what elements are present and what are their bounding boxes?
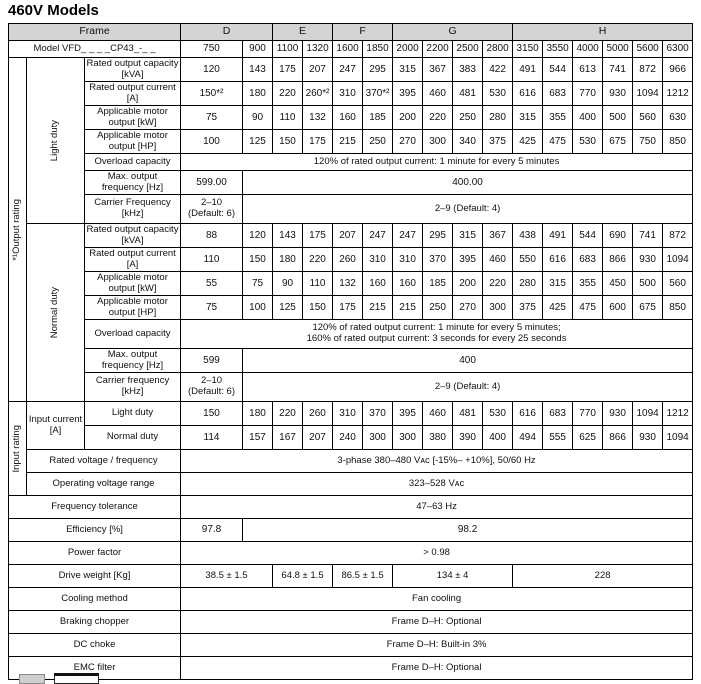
spec-value: 143 bbox=[243, 58, 273, 82]
row-label-cooling-method: Cooling method bbox=[9, 588, 181, 611]
table-row bbox=[9, 320, 693, 349]
spec-value: 310 bbox=[333, 82, 363, 106]
spec-value: 616 bbox=[543, 248, 573, 272]
table-row bbox=[9, 450, 693, 473]
spec-value: 683 bbox=[543, 82, 573, 106]
spec-value: 300 bbox=[393, 426, 423, 450]
table-row bbox=[9, 130, 693, 154]
table-row bbox=[9, 272, 693, 296]
spec-value: 460 bbox=[423, 402, 453, 426]
spec-value: 675 bbox=[603, 130, 633, 154]
spec-table bbox=[8, 23, 693, 680]
spec-value: 770 bbox=[573, 402, 603, 426]
row-label-input-normal: Normal duty bbox=[85, 426, 181, 450]
normal-duty-label: Normal duty bbox=[49, 286, 61, 339]
spec-value: 367 bbox=[423, 58, 453, 82]
spec-value: 150 bbox=[181, 402, 243, 426]
spec-value: 395 bbox=[453, 248, 483, 272]
spec-value: 207 bbox=[333, 224, 363, 248]
spec-value: 280 bbox=[483, 106, 513, 130]
spec-value: 481 bbox=[453, 402, 483, 426]
spec-value: 616 bbox=[513, 402, 543, 426]
weight-frame-f: 86.5 ± 1.5 bbox=[333, 565, 393, 588]
row-label-light-capacity: Rated output capacity [kVA] bbox=[85, 58, 181, 82]
row-label-efficiency: Efficiency [%] bbox=[9, 519, 181, 542]
row-label-braking-chopper: Braking chopper bbox=[9, 611, 181, 634]
spec-value: 167 bbox=[273, 426, 303, 450]
model-number: 1100 bbox=[273, 41, 303, 58]
spec-value: 690 bbox=[603, 224, 633, 248]
light-overload-value: 120% of rated output current: 1 minute for every 5 minutes bbox=[181, 154, 693, 171]
row-label-frequency-tolerance: Frequency tolerance bbox=[9, 496, 181, 519]
row-label-light-max-freq: Max. output frequency [Hz] bbox=[85, 171, 181, 195]
model-number: 750 bbox=[181, 41, 243, 58]
spec-value: 425 bbox=[543, 296, 573, 320]
spec-value: 930 bbox=[633, 248, 663, 272]
rated-voltage-value: 3-phase 380–480 Vᴀᴄ [-15%– +10%], 50/60 Hz bbox=[181, 450, 693, 473]
frame-group-d: D bbox=[181, 24, 273, 41]
spec-value: 120 bbox=[243, 224, 273, 248]
weight-frame-h: 228 bbox=[513, 565, 693, 588]
spec-value: 425 bbox=[513, 130, 543, 154]
row-label-light-carrier: Carrier Frequency [kHz] bbox=[85, 195, 181, 224]
spec-value: 75 bbox=[181, 106, 243, 130]
row-label-normal-motor-hp: Applicable motor output [HP] bbox=[85, 296, 181, 320]
row-label-normal-current: Rated output current [A] bbox=[85, 248, 181, 272]
spec-value: 75 bbox=[243, 272, 273, 296]
spec-value: 422 bbox=[483, 58, 513, 82]
spec-value: 75 bbox=[181, 296, 243, 320]
spec-value: 180 bbox=[243, 402, 273, 426]
spec-value: 175 bbox=[303, 130, 333, 154]
spec-value: 530 bbox=[483, 82, 513, 106]
spec-value: 355 bbox=[543, 106, 573, 130]
spec-value: 120 bbox=[181, 58, 243, 82]
model-row bbox=[9, 41, 693, 58]
spec-value: 207 bbox=[303, 58, 333, 82]
frequency-tolerance-value: 47–63 Hz bbox=[181, 496, 693, 519]
spec-value: 143 bbox=[273, 224, 303, 248]
spec-value: 150 bbox=[303, 296, 333, 320]
spec-value: 200 bbox=[393, 106, 423, 130]
spec-value: 1212 bbox=[663, 82, 693, 106]
frame-group-g: G bbox=[393, 24, 513, 41]
spec-value: 55 bbox=[181, 272, 243, 296]
table-row bbox=[9, 82, 693, 106]
spec-value: 215 bbox=[393, 296, 423, 320]
spec-value: 247 bbox=[333, 58, 363, 82]
spec-value: 125 bbox=[273, 296, 303, 320]
spec-value: 2–9 (Default: 4) bbox=[243, 195, 693, 224]
normal-overload-value bbox=[181, 320, 693, 349]
spec-value: 160 bbox=[363, 272, 393, 296]
spec-value: 300 bbox=[363, 426, 393, 450]
spec-value: 295 bbox=[423, 224, 453, 248]
operating-voltage-value: 323–528 Vᴀᴄ bbox=[181, 473, 693, 496]
spec-value: 100 bbox=[243, 296, 273, 320]
model-number: 2800 bbox=[483, 41, 513, 58]
dc-choke-value: Frame D–H: Built-in 3% bbox=[181, 634, 693, 657]
model-number: 5000 bbox=[603, 41, 633, 58]
spec-value: 630 bbox=[663, 106, 693, 130]
spec-value: 247 bbox=[363, 224, 393, 248]
spec-value: 400.00 bbox=[243, 171, 693, 195]
spec-value: 185 bbox=[423, 272, 453, 296]
spec-value: 310 bbox=[333, 402, 363, 426]
spec-value: 2–10 (Default: 6) bbox=[181, 195, 243, 224]
spec-value: 475 bbox=[543, 130, 573, 154]
spec-value: 2–9 (Default: 4) bbox=[243, 373, 693, 402]
spec-value: 200 bbox=[453, 272, 483, 296]
spec-value: 250 bbox=[453, 106, 483, 130]
table-row bbox=[9, 426, 693, 450]
input-current-label: Input current [A] bbox=[27, 402, 85, 450]
spec-value: 400 bbox=[573, 106, 603, 130]
table-row bbox=[9, 634, 693, 657]
row-label-normal-max-freq: Max. output frequency [Hz] bbox=[85, 349, 181, 373]
spec-value: 90 bbox=[273, 272, 303, 296]
spec-value: 395 bbox=[393, 82, 423, 106]
row-label-emc-filter: EMC filter bbox=[9, 657, 181, 680]
spec-value: 88 bbox=[181, 224, 243, 248]
spec-value: 560 bbox=[633, 106, 663, 130]
row-label-light-overload: Overload capacity bbox=[85, 154, 181, 171]
spec-value: 613 bbox=[573, 58, 603, 82]
spec-value: 295 bbox=[363, 58, 393, 82]
spec-value: 555 bbox=[543, 426, 573, 450]
spec-value: 494 bbox=[513, 426, 543, 450]
row-label-operating-voltage: Operating voltage range bbox=[27, 473, 181, 496]
spec-value: 220 bbox=[273, 82, 303, 106]
frame-label: Frame bbox=[9, 24, 181, 41]
model-number: 6300 bbox=[663, 41, 693, 58]
spec-value: 380 bbox=[423, 426, 453, 450]
spec-value: 1094 bbox=[663, 426, 693, 450]
spec-value: 544 bbox=[543, 58, 573, 82]
table-row bbox=[9, 565, 693, 588]
spec-value: 750 bbox=[633, 130, 663, 154]
spec-value: 132 bbox=[333, 272, 363, 296]
spec-value: 175 bbox=[333, 296, 363, 320]
model-number: 1320 bbox=[303, 41, 333, 58]
spec-value: 207 bbox=[303, 426, 333, 450]
spec-value: 866 bbox=[603, 426, 633, 450]
spec-value: 97.8 bbox=[181, 519, 243, 542]
spec-value: 491 bbox=[543, 224, 573, 248]
spec-value: 185 bbox=[363, 106, 393, 130]
row-label-normal-carrier: Carrier frequency [kHz] bbox=[85, 373, 181, 402]
spec-value: 625 bbox=[573, 426, 603, 450]
spec-value: 375 bbox=[483, 130, 513, 154]
frame-group-h: H bbox=[513, 24, 693, 41]
spec-value: 90 bbox=[243, 106, 273, 130]
model-number: 3150 bbox=[513, 41, 543, 58]
model-number: 1850 bbox=[363, 41, 393, 58]
spec-value: 260 bbox=[303, 402, 333, 426]
normal-overload-line2: 160% of rated output current: 3 seconds for every 25 seconds bbox=[306, 333, 567, 344]
spec-value: 370 bbox=[423, 248, 453, 272]
spec-value: 315 bbox=[513, 106, 543, 130]
row-label-rated-voltage: Rated voltage / frequency bbox=[27, 450, 181, 473]
weight-frame-d: 38.5 ± 1.5 bbox=[181, 565, 273, 588]
spec-value: 315 bbox=[393, 58, 423, 82]
spec-value: 683 bbox=[573, 248, 603, 272]
table-row bbox=[9, 58, 693, 82]
spec-value: 315 bbox=[543, 272, 573, 296]
model-number: 3550 bbox=[543, 41, 573, 58]
spec-value: 850 bbox=[663, 296, 693, 320]
frame-group-e: E bbox=[273, 24, 333, 41]
spec-value: 599 bbox=[181, 349, 243, 373]
spec-value: 180 bbox=[243, 82, 273, 106]
model-number: 2000 bbox=[393, 41, 423, 58]
section-light-duty bbox=[27, 58, 85, 224]
spec-value: 530 bbox=[483, 402, 513, 426]
frame-group-f: F bbox=[333, 24, 393, 41]
spec-value: 157 bbox=[243, 426, 273, 450]
spec-value: 930 bbox=[633, 426, 663, 450]
table-row bbox=[9, 106, 693, 130]
spec-value: 370*² bbox=[363, 82, 393, 106]
cooling-method-value: Fan cooling bbox=[181, 588, 693, 611]
spec-value: 400 bbox=[243, 349, 693, 373]
spec-value: 310 bbox=[363, 248, 393, 272]
row-label-input-light: Light duty bbox=[85, 402, 181, 426]
table-row bbox=[9, 588, 693, 611]
spec-value: 866 bbox=[603, 248, 633, 272]
emc-filter-value: Frame D–H: Optional bbox=[181, 657, 693, 680]
spec-value: 460 bbox=[423, 82, 453, 106]
spec-value: 375 bbox=[513, 296, 543, 320]
spec-value: 966 bbox=[663, 58, 693, 82]
spec-value: 260 bbox=[333, 248, 363, 272]
row-label-power-factor: Power factor bbox=[9, 542, 181, 565]
spec-value: 280 bbox=[513, 272, 543, 296]
table-row bbox=[9, 542, 693, 565]
table-row bbox=[9, 349, 693, 373]
spec-value: 550 bbox=[513, 248, 543, 272]
spec-value: 600 bbox=[603, 296, 633, 320]
spec-value: 215 bbox=[363, 296, 393, 320]
spec-value: 438 bbox=[513, 224, 543, 248]
input-rating-label: Input rating bbox=[11, 424, 23, 473]
spec-value: 98.2 bbox=[243, 519, 693, 542]
model-number: 2200 bbox=[423, 41, 453, 58]
spec-value: 300 bbox=[483, 296, 513, 320]
spec-value: 930 bbox=[603, 82, 633, 106]
spec-value: 367 bbox=[483, 224, 513, 248]
spec-value: 500 bbox=[633, 272, 663, 296]
spec-value: 150*² bbox=[181, 82, 243, 106]
spec-value: 2–10 (Default: 6) bbox=[181, 373, 243, 402]
spec-value: 220 bbox=[303, 248, 333, 272]
spec-value: 270 bbox=[393, 130, 423, 154]
section-input-rating bbox=[9, 402, 27, 496]
spec-value: 110 bbox=[303, 272, 333, 296]
power-factor-value: > 0.98 bbox=[181, 542, 693, 565]
spec-value: 315 bbox=[453, 224, 483, 248]
spec-value: 247 bbox=[393, 224, 423, 248]
spec-value: 395 bbox=[393, 402, 423, 426]
table-row bbox=[9, 171, 693, 195]
spec-value: 110 bbox=[181, 248, 243, 272]
spec-value: 110 bbox=[273, 106, 303, 130]
spec-value: 770 bbox=[573, 82, 603, 106]
row-label-drive-weight: Drive weight [Kg] bbox=[9, 565, 181, 588]
spec-value: 160 bbox=[333, 106, 363, 130]
spec-value: 370 bbox=[363, 402, 393, 426]
model-number: 5600 bbox=[633, 41, 663, 58]
section-normal-duty bbox=[27, 224, 85, 402]
spec-value: 683 bbox=[543, 402, 573, 426]
table-row bbox=[9, 611, 693, 634]
spec-value: 132 bbox=[303, 106, 333, 130]
table-row bbox=[9, 657, 693, 680]
spec-value: 560 bbox=[663, 272, 693, 296]
spec-value: 175 bbox=[273, 58, 303, 82]
frame-header-row bbox=[9, 24, 693, 41]
spec-value: 260*² bbox=[303, 82, 333, 106]
spec-value: 1094 bbox=[663, 248, 693, 272]
legend-swatch-gray bbox=[19, 674, 45, 684]
spec-value: 872 bbox=[663, 224, 693, 248]
spec-value: 220 bbox=[273, 402, 303, 426]
weight-frame-g: 134 ± 4 bbox=[393, 565, 513, 588]
table-row bbox=[9, 154, 693, 171]
spec-value: 390 bbox=[453, 426, 483, 450]
spec-value: 741 bbox=[633, 224, 663, 248]
model-number: 4000 bbox=[573, 41, 603, 58]
spec-value: 340 bbox=[453, 130, 483, 154]
spec-value: 530 bbox=[573, 130, 603, 154]
spec-value: 450 bbox=[603, 272, 633, 296]
spec-value: 383 bbox=[453, 58, 483, 82]
spec-value: 125 bbox=[243, 130, 273, 154]
row-label-dc-choke: DC choke bbox=[9, 634, 181, 657]
table-row bbox=[9, 224, 693, 248]
spec-value: 250 bbox=[423, 296, 453, 320]
spec-value: 114 bbox=[181, 426, 243, 450]
spec-value: 616 bbox=[513, 82, 543, 106]
table-row bbox=[9, 519, 693, 542]
spec-value: 180 bbox=[273, 248, 303, 272]
model-number: 900 bbox=[243, 41, 273, 58]
spec-value: 872 bbox=[633, 58, 663, 82]
braking-chopper-value: Frame D–H: Optional bbox=[181, 611, 693, 634]
table-row bbox=[9, 296, 693, 320]
light-duty-label: Light duty bbox=[49, 119, 61, 162]
spec-value: 1094 bbox=[633, 402, 663, 426]
table-row bbox=[9, 195, 693, 224]
spec-value: 675 bbox=[633, 296, 663, 320]
table-row bbox=[9, 473, 693, 496]
spec-value: 250 bbox=[363, 130, 393, 154]
spec-value: 150 bbox=[273, 130, 303, 154]
row-label-normal-capacity: Rated output capacity [kVA] bbox=[85, 224, 181, 248]
spec-value: 160 bbox=[393, 272, 423, 296]
model-number: 1600 bbox=[333, 41, 363, 58]
spec-value: 491 bbox=[513, 58, 543, 82]
spec-value: 220 bbox=[483, 272, 513, 296]
normal-overload-line1: 120% of rated output current: 1 minute for every 5 minutes; bbox=[312, 322, 561, 334]
spec-value: 1212 bbox=[663, 402, 693, 426]
spec-value: 475 bbox=[573, 296, 603, 320]
page-title: 460V Models bbox=[8, 2, 99, 19]
table-row bbox=[9, 402, 693, 426]
row-label-light-current: Rated output current [A] bbox=[85, 82, 181, 106]
spec-value: 460 bbox=[483, 248, 513, 272]
spec-value: 150 bbox=[243, 248, 273, 272]
spec-value: 741 bbox=[603, 58, 633, 82]
spec-value: 270 bbox=[453, 296, 483, 320]
spec-value: 599.00 bbox=[181, 171, 243, 195]
spec-value: 400 bbox=[483, 426, 513, 450]
spec-value: 355 bbox=[573, 272, 603, 296]
row-label-light-motor-hp: Applicable motor output [HP] bbox=[85, 130, 181, 154]
spec-value: 240 bbox=[333, 426, 363, 450]
spec-value: 481 bbox=[453, 82, 483, 106]
spec-value: 215 bbox=[333, 130, 363, 154]
spec-value: 310 bbox=[393, 248, 423, 272]
table-row bbox=[9, 496, 693, 519]
spec-value: 220 bbox=[423, 106, 453, 130]
weight-frame-e: 64.8 ± 1.5 bbox=[273, 565, 333, 588]
spec-value: 175 bbox=[303, 224, 333, 248]
spec-value: 930 bbox=[603, 402, 633, 426]
table-row bbox=[9, 373, 693, 402]
spec-value: 300 bbox=[423, 130, 453, 154]
output-rating-label: *¹Output rating bbox=[11, 198, 23, 261]
row-label-light-motor-kw: Applicable motor output [kW] bbox=[85, 106, 181, 130]
model-label: Model VFD_ _ _ _CP43_-_ _ bbox=[9, 41, 181, 58]
row-label-normal-motor-kw: Applicable motor output [kW] bbox=[85, 272, 181, 296]
model-number: 2500 bbox=[453, 41, 483, 58]
spec-value: 1094 bbox=[633, 82, 663, 106]
row-label-normal-overload: Overload capacity bbox=[85, 320, 181, 349]
spec-value: 500 bbox=[603, 106, 633, 130]
spec-value: 100 bbox=[181, 130, 243, 154]
spec-value: 850 bbox=[663, 130, 693, 154]
table-row bbox=[9, 248, 693, 272]
spec-value: 544 bbox=[573, 224, 603, 248]
section-output-rating bbox=[9, 58, 27, 402]
